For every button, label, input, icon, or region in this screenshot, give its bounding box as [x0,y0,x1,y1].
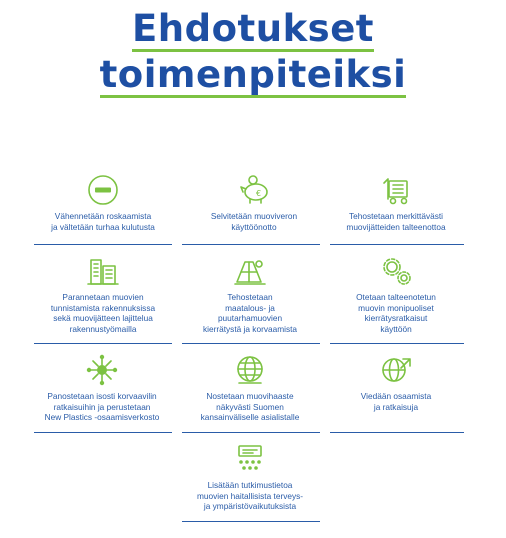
divider [182,244,320,245]
divider [182,521,320,522]
divider [330,432,464,433]
proposal-label: Parannetaan muovien tunnistamista rakennuksissa sekä muovijätteen lajittelua rakennustyömailla [50,292,156,334]
piggy-bank-euro-icon [237,173,271,207]
divider [182,432,320,433]
page-title [0,6,506,98]
proposal-label: Nostetaan muovihaaste näkyvästi Suomen kansainväliselle asialistalle [200,391,300,422]
research-dots-icon [233,442,267,476]
divider [182,343,320,344]
proposal-label: Tehostetaan merkittävästi muovijätteiden talteenottoa [346,211,446,232]
network-icon [85,353,119,387]
proposal-item [184,353,316,423]
svg-text:€: € [256,189,262,198]
farm-field-icon [233,254,267,288]
proposal-item [330,173,462,232]
proposal-label: Tehostetaan maatalous- ja puutarhamuovien kierrätystä ja korvaamista [202,292,298,334]
minus-circle-icon [86,173,120,207]
proposal-item [184,442,316,512]
title-line-1: Ehdotukset [132,7,374,50]
proposal-label: Selvitetään muoviveron käyttöönotto [210,211,298,232]
globe-icon [233,353,267,387]
gears-icon [379,254,413,288]
proposal-label: Vähennetään roskaamista ja vältetään turhaa kulutusta [51,211,155,232]
proposal-label: Lisätään tutkimustietoa muovien haitallisista terveys- ja ympäristövaikutuksista [196,480,304,511]
divider [34,244,172,245]
divider [34,432,172,433]
title-line-2: toimenpiteiksi [99,53,407,96]
globe-export-icon [379,353,413,387]
proposal-label: Otetaan talteenotetun muovin monipuoliset kierrätysratkaisut käyttöön [356,292,436,334]
recycling-truck-icon [379,173,413,207]
proposal-label: Panostetaan isosti korvaavilin ratkaisuihin ja perustetaan New Plastics -osaamisverkosto [44,391,160,422]
buildings-icon [86,254,120,288]
divider [34,343,172,344]
divider [330,244,464,245]
proposal-label: Viedään osaamista ja ratkaisuja [360,391,432,412]
proposal-item [330,353,462,412]
proposal-item [184,254,316,334]
proposal-item [188,173,320,232]
proposal-item [36,353,168,423]
proposal-item [37,173,169,232]
proposal-item [37,254,169,334]
